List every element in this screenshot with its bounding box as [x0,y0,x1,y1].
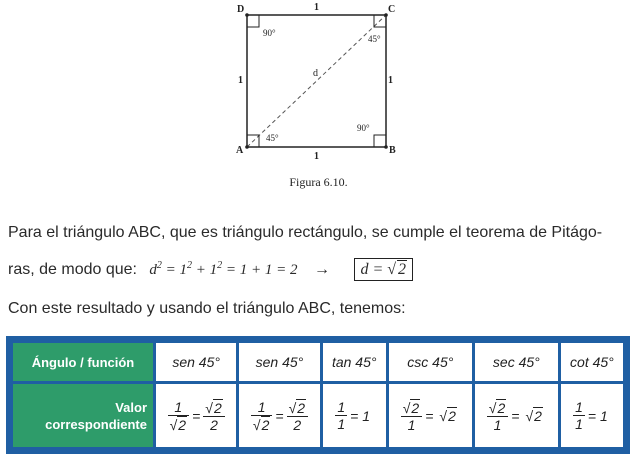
right-angle-mark-b [374,135,386,147]
boxed-result: d = √ 2 [354,258,413,281]
paragraph-line-1: Para el triángulo ABC, que es triángulo rectángulo, se cumple el teorema de Pitágo- [8,224,603,241]
value-cell-3: $\frac{1}{1}$ = 1 [323,384,386,447]
angle-c-label: 45° [368,34,381,44]
paragraph-2: Con este resultado y usando el triángulo ABC, tenemos: [8,300,406,317]
vertex-c-label: C [388,4,396,15]
row-header-value: Valor correspondiente [13,384,153,447]
side-left-label: 1 [238,75,243,86]
angle-a-label: 45° [266,133,279,143]
vertex-a-dot [245,145,249,149]
row-header-angle-function: Ángulo / función [13,343,153,381]
value-cell-6: $\frac{1}{1}$ = 1 [561,384,623,447]
function-cell-1: sen 45° [156,343,236,381]
vertex-b-label: B [389,145,396,156]
vertex-b-dot [384,145,388,149]
function-cell-5: sec 45° [475,343,558,381]
value-cell-1: $\frac{1}{√2}$ = $\frac{√2}{2}$ [156,384,236,447]
value-cell-4: $\frac{√2}{1}$ = √2 [389,384,472,447]
angle-b-label: 90° [357,123,370,133]
figure-caption: Figura 6.10. [289,175,348,189]
function-cell-3: tan 45° [323,343,386,381]
right-angle-mark-d [247,15,259,27]
trig-values-table [6,336,630,454]
paragraph-line-2 [8,258,630,281]
square-figure [0,0,637,175]
vertex-d-dot [245,13,249,17]
value-cell-2: $\frac{1}{√2}$ = $\frac{√2}{2}$ [239,384,319,447]
diagonal-label: d [313,68,318,79]
vertex-d-label: D [237,4,245,15]
function-cell-2: sen 45° [239,343,319,381]
side-top-label: 1 [314,2,319,13]
function-cell-4: csc 45° [389,343,472,381]
pythagoras-equation: $d^2 = 1^2 + 1^2 = 1 + 1 = 2$ [149,260,298,278]
angle-d-label: 90° [263,28,276,38]
vertex-a-label: A [236,145,244,156]
value-cell-5: $\frac{√2}{1}$ = √2 [475,384,558,447]
side-bottom-label: 1 [314,151,319,162]
side-right-label: 1 [388,75,393,86]
function-cell-6: cot 45° [561,343,623,381]
paragraph-line-2-text: ras, de modo que: [8,261,137,278]
arrow-symbol: → [314,261,330,278]
